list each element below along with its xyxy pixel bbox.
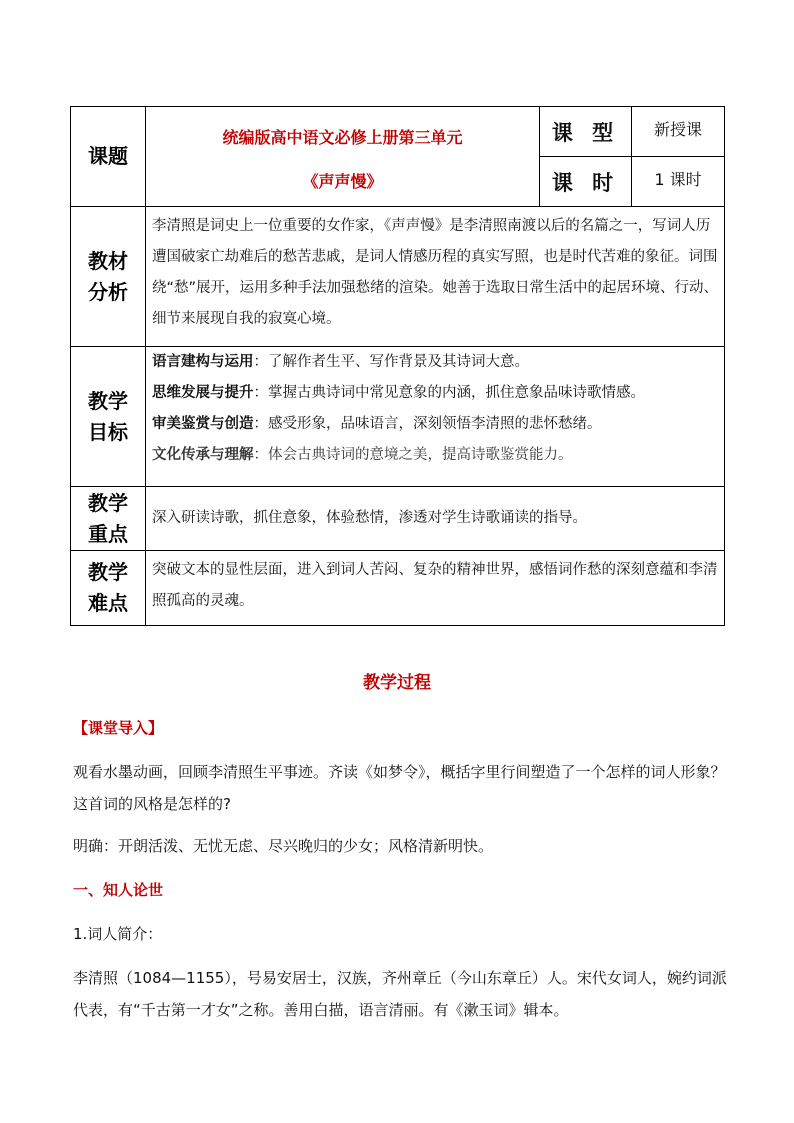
goals-list	[146, 347, 724, 481]
goals-label	[71, 347, 146, 487]
topic-label: 课题	[71, 107, 146, 207]
analysis-label	[71, 207, 146, 347]
goal-item: 审美鉴赏与创造：感受形象，品味语言，深刻领悟李清照的悲怀愁绪。	[152, 416, 602, 432]
type-label: 课 型	[540, 107, 632, 157]
hours-label: 课 时	[540, 157, 632, 207]
intro-text: 观看水墨动画，回顾李清照生平事迹。齐读《如梦令》，概括字里行间塑造了一个怎样的词人形象？这首词的风格是怎样的?	[73, 763, 726, 813]
type-value: 新授课	[632, 107, 725, 157]
lesson-title-line1: 统编版高中语文必修上册第三单元	[222, 127, 463, 147]
goals-label-line2: 目标	[88, 419, 128, 444]
intro-heading: 【课堂导入】	[73, 719, 164, 737]
bio-text: 李清照（1084—1155），号易安居士，汉族，齐州章丘（今山东章丘）人。宋代女词人，婉约词派代表，有“千古第一才女”之称。善用白描，语言清丽。有《漱玉词》辑本。	[73, 969, 727, 1019]
goals-label-line1: 教学	[88, 388, 128, 413]
goals-cell	[146, 347, 725, 487]
lesson-title-cell	[146, 107, 540, 207]
answer-text: 明确：开朗活泼、无忧无虑、尽兴晚归的少女；风格清新明快。	[73, 837, 494, 855]
difficulty-text: 突破文本的显性层面，进入到词人苦闷、复杂的精神世界，感悟词作愁的深刻意蕴和李清照孤高的灵魂。	[146, 551, 725, 626]
analysis-label-line1: 教材	[88, 248, 128, 273]
key-label	[71, 487, 146, 551]
hours-value: 1 课时	[632, 157, 725, 207]
goal-item: 语言建构与运用：了解作者生平、写作背景及其诗词大意。	[152, 354, 529, 370]
lesson-title-line2: 《声声慢》	[302, 171, 383, 191]
key-label-line1: 教学	[88, 490, 128, 515]
difficulty-label-line2: 难点	[88, 591, 128, 615]
difficulty-label	[71, 551, 146, 626]
key-text: 深入研读诗歌，抓住意象，体验愁情，渗透对学生诗歌诵读的指导。	[146, 487, 725, 551]
analysis-label-line2: 分析	[88, 279, 128, 304]
sub1-heading: 1.词人简介：	[73, 925, 163, 943]
key-label-line2: 重点	[88, 521, 128, 546]
process-title: 教学过程	[363, 673, 431, 693]
section1-heading: 一、知人论世	[73, 881, 164, 899]
difficulty-label-line1: 教学	[88, 560, 128, 584]
goal-item: 文化传承与理解：体会古典诗词的意境之美，提高诗歌鉴赏能力。	[152, 447, 573, 463]
goal-item: 思维发展与提升：掌握古典诗词中常见意象的内涵，抓住意象品味诗歌情感。	[152, 385, 645, 401]
analysis-text: 李清照是词史上一位重要的女作家，《声声慢》是李清照南渡以后的名篇之一，写词人历遭国破家亡劫难后的愁苦悲戚，是词人情感历程的真实写照，也是时代苦难的象征。词围绕“愁”展开，运用多种手法加强愁绪的渲染。她善于选取日常生活中的起居环境、行动、细节来展现自我的寂寞心境。	[146, 207, 725, 347]
lesson-info-table	[70, 106, 725, 626]
